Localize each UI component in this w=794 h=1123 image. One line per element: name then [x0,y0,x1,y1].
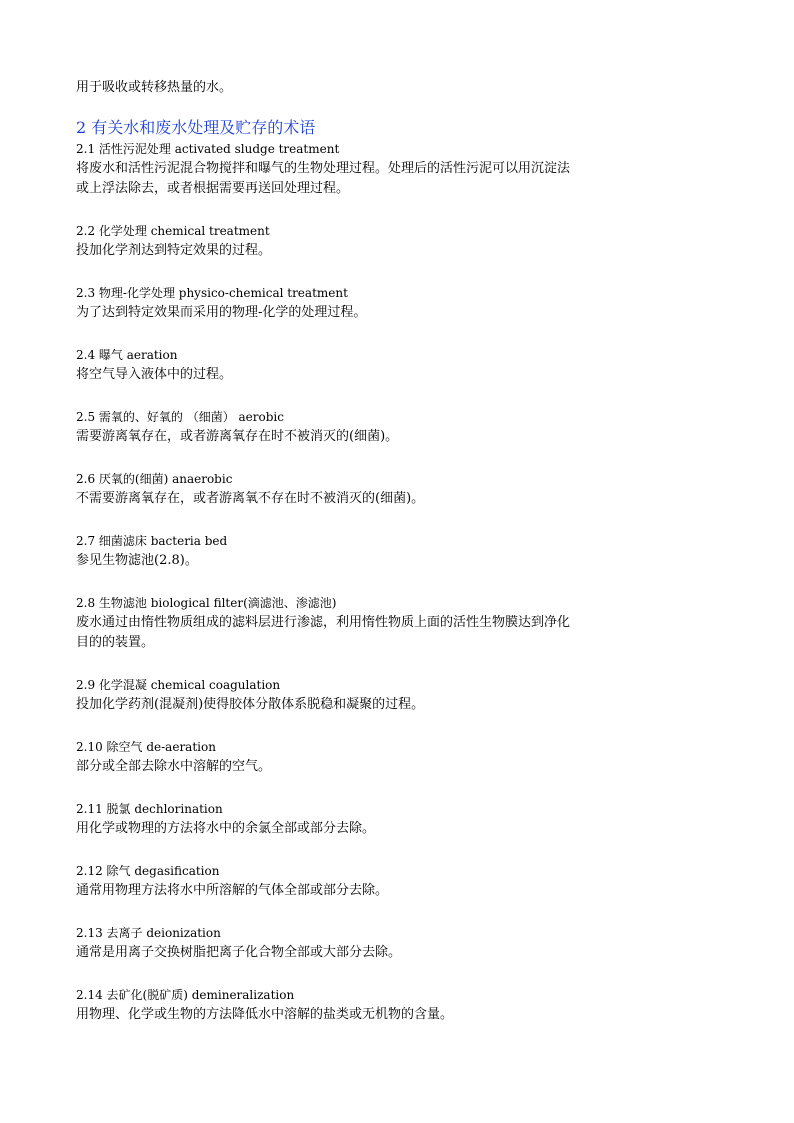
term-entry [76,139,636,199]
term-heading: 2.4 曝气 aeration [76,348,178,362]
term-definition-line: 投加化学药剂(混凝剂)使得胶体分散体系脱稳和凝聚的过程。 [76,697,425,712]
term-entry [76,675,636,715]
term-definition-line: 参见生物滤池(2.8)。 [76,553,198,568]
term-definition-line: 不需要游离氧存在，或者游离氧不存在时不被消灭的(细菌)。 [76,491,425,506]
term-definition-line: 或上浮法除去，或者根据需要再送回处理过程。 [76,181,350,196]
term-entry [76,593,636,653]
term-entry [76,469,636,509]
term-entry [76,345,636,385]
term-heading: 2.5 需氧的、好氧的 （细菌） aerobic [76,410,284,424]
section-title: 2 有关水和废水处理及贮存的术语 [76,118,316,137]
term-definition-line: 目的的装置。 [76,635,155,650]
term-entry [76,985,636,1025]
term-entry [76,737,636,777]
term-entry [76,799,636,839]
term-heading: 2.12 除气 degasification [76,864,220,878]
term-heading: 2.1 活性污泥处理 activated sludge treatment [76,142,340,156]
term-entry [76,283,636,323]
term-heading: 2.7 细菌滤床 bacteria bed [76,534,228,548]
intro-text: 用于吸收或转移热量的水。 [76,80,233,95]
term-heading: 2.2 化学处理 chemical treatment [76,224,270,238]
term-heading: 2.9 化学混凝 chemical coagulation [76,678,281,692]
term-heading: 2.6 厌氧的(细菌) anaerobic [76,472,233,486]
term-heading: 2.11 脱氯 dechlorination [76,802,223,816]
term-definition-line: 将空气导入液体中的过程。 [76,367,233,382]
term-list [76,139,636,1025]
term-heading: 2.3 物理-化学处理 physico-chemical treatment [76,286,348,300]
term-definition-line: 投加化学剂达到特定效果的过程。 [76,243,272,258]
term-definition-line: 需要游离氧存在，或者游离氧存在时不被消灭的(细菌)。 [76,429,399,444]
term-definition-line: 用化学或物理的方法将水中的余氯全部或部分去除。 [76,821,376,836]
term-definition-line: 将废水和活性污泥混合物搅拌和曝气的生物处理过程。处理后的活性污泥可以用沉淀法 [76,161,571,176]
term-entry [76,531,636,571]
term-entry [76,407,636,447]
term-definition-line: 通常是用离子交换树脂把离子化合物全部或大部分去除。 [76,945,402,960]
term-definition-line: 部分或全部去除水中溶解的空气。 [76,759,272,774]
term-definition-line: 废水通过由惰性物质组成的滤料层进行渗滤，利用惰性物质上面的活性生物膜达到净化 [76,615,571,630]
term-entry [76,923,636,963]
term-entry [76,221,636,261]
term-heading: 2.14 去矿化(脱矿质) demineralization [76,988,295,1002]
term-heading: 2.13 去离子 deionization [76,926,221,940]
term-definition-line: 为了达到特定效果而采用的物理-化学的处理过程。 [76,305,367,320]
term-definition-line: 通常用物理方法将水中所溶解的气体全部或部分去除。 [76,883,389,898]
term-entry [76,861,636,901]
term-heading: 2.8 生物滤池 biological filter(滴滤池、渗滤池) [76,596,337,610]
document-page [76,78,636,1047]
term-definition-line: 用物理、化学或生物的方法降低水中溶解的盐类或无机物的含量。 [76,1007,454,1022]
term-heading: 2.10 除空气 de-aeration [76,740,216,754]
